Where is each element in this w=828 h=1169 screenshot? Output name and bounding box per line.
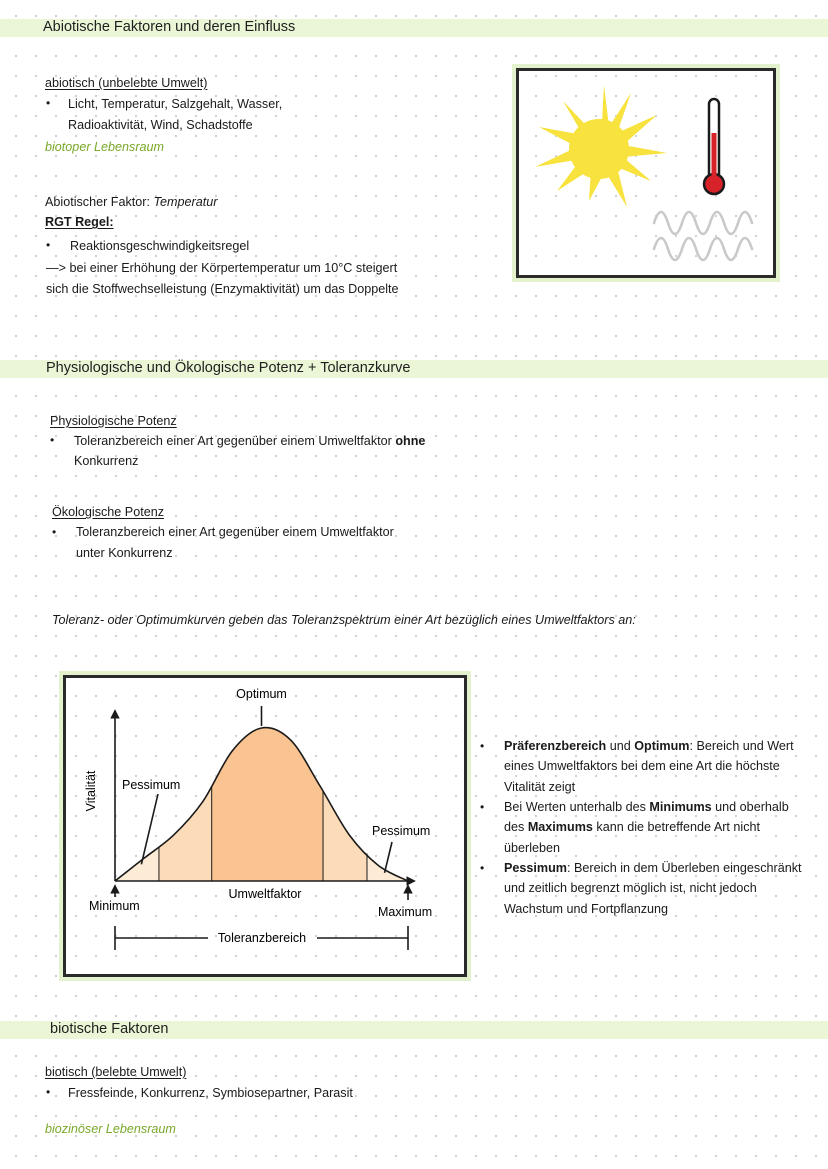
rgt-explanation-line2: sich die Stoffwechselleistung (Enzymaktivität) um das Doppelte: [46, 282, 399, 296]
illustration-frame: [516, 68, 776, 278]
factor-prefix: Abiotischer Faktor:: [45, 195, 154, 209]
bullet-dot: •: [46, 1085, 51, 1099]
section-heading-abiotic: Abiotische Faktoren und deren Einfluss: [43, 19, 296, 35]
tolerance-chart: [66, 678, 464, 974]
physiological-line1-main: Toleranzbereich einer Art gegenüber einem Umweltfaktor: [74, 434, 396, 448]
y-axis-label: Vitalität: [84, 770, 98, 812]
physiological-title: Physiologische Potenz: [50, 414, 177, 428]
minimum-label: Minimum: [89, 899, 140, 913]
pessimum-right-label: Pessimum: [372, 824, 431, 838]
note-limits-bold1: Minimums: [649, 800, 712, 814]
optimum-label: Optimum: [236, 687, 287, 701]
bullet-dot: •: [50, 433, 55, 447]
rgt-bullet: Reaktionsgeschwindigkeitsregel: [70, 239, 250, 253]
note-pessimum-rest: : Bereich in dem Überleben eingeschränkt und zeitlich begrenzt möglich ist, nicht jedoch Wachstum und Fortpflanzung: [504, 861, 802, 916]
note-limits-mid: und oberhalb des: [504, 800, 789, 835]
ecological-line1: Toleranzbereich einer Art gegenüber einem Umweltfaktor: [76, 525, 394, 539]
wind-icon: [654, 212, 752, 260]
x-axis-label: Umweltfaktor: [228, 887, 302, 901]
ecological-title: Ökologische Potenz: [52, 505, 165, 519]
zone-transition: [323, 718, 367, 881]
tolerance-intro: Toleranz- oder Optimumkurven geben das Toleranzspektrum einer Art bezüglich eines Umweltfaktors an:: [52, 613, 636, 627]
factor-line: [45, 192, 217, 212]
illustration-svg: [519, 71, 773, 275]
note-preference: [504, 736, 804, 797]
bullet-dot: •: [480, 800, 485, 814]
pessimum-right-pointer: [385, 842, 392, 873]
abiotic-list-line2: Radioaktivität, Wind, Schadstoffe: [68, 118, 253, 132]
zone-pessimum: [367, 718, 408, 881]
bullet-dot: •: [480, 739, 485, 753]
thermometer-icon: [704, 99, 724, 194]
bullet-dot: •: [46, 96, 51, 110]
note-limits-rest: kann die betreffende Art nicht überleben: [504, 820, 761, 855]
biotic-list: Fressfeinde, Konkurrenz, Symbiosepartner, Parasit: [68, 1086, 353, 1100]
note-preference-bold1: Präferenzbereich: [504, 739, 607, 753]
note-pessimum: [504, 858, 804, 919]
ecological-line2: unter Konkurrenz: [76, 546, 173, 560]
abiotic-list-line1: Licht, Temperatur, Salzgehalt, Wasser,: [68, 97, 283, 111]
note-preference-mid: und: [606, 739, 635, 753]
zone-pessimum: [115, 718, 159, 881]
pessimum-left-label: Pessimum: [122, 778, 181, 792]
physiological-line2: Konkurrenz: [74, 454, 139, 468]
rgt-title: RGT Regel:: [45, 215, 114, 229]
tolerance-chart-frame: [63, 675, 467, 977]
section-heading-potenz: Physiologische und Ökologische Potenz + Toleranzkurve: [46, 360, 411, 376]
note-limits-bold2: Maximums: [527, 820, 593, 835]
term-biozinoeser-lebensraum: biozinöser Lebensraum: [45, 1122, 176, 1136]
factor-name: Temperatur: [153, 195, 218, 209]
bullet-dot: •: [480, 861, 485, 875]
note-limits-pre: Bei Werten unterhalb des: [504, 800, 650, 814]
abiotic-label: abiotisch (unbelebte Umwelt): [45, 76, 208, 90]
range-label: Toleranzbereich: [217, 931, 307, 945]
bullet-dot: •: [46, 238, 51, 252]
sun-icon: [535, 85, 667, 207]
physiological-line1: [74, 431, 425, 451]
note-preference-bold2: Optimum: [634, 739, 690, 753]
note-pessimum-bold: Pessimum: [504, 861, 567, 875]
note-limits: [504, 797, 794, 858]
rgt-explanation-line1: —> bei einer Erhöhung der Körpertemperatur um 10°C steigert: [46, 261, 398, 275]
maximum-label: Maximum: [378, 905, 433, 919]
zone-preference: [212, 718, 323, 881]
section-heading-biotic: biotische Faktoren: [50, 1021, 169, 1037]
biotic-label: biotisch (belebte Umwelt): [45, 1065, 187, 1079]
bullet-dot: •: [52, 525, 57, 539]
physiological-line1-bold: ohne: [395, 434, 426, 448]
note-preference-rest: : Bereich und Wert eines Umweltfaktors bei dem eine Art die höchste Vitalität zeigt: [504, 739, 794, 794]
term-biotoper-lebensraum: biotoper Lebensraum: [45, 140, 165, 154]
